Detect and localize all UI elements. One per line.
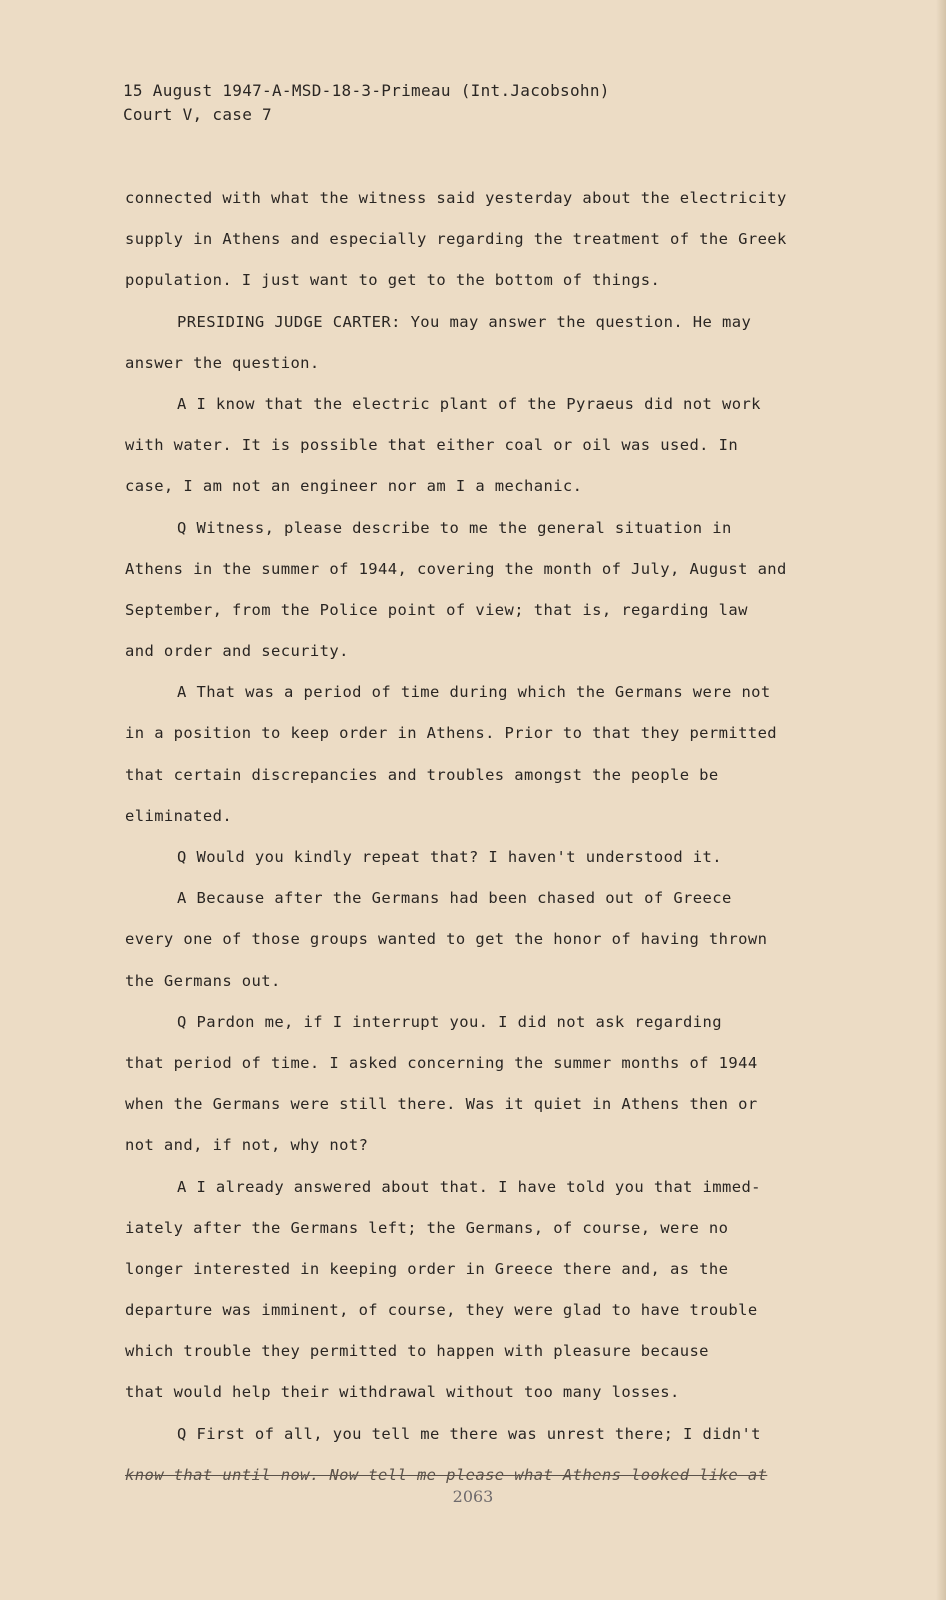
transcript-line: with water. It is possible that either coal or oil was used. In <box>125 436 739 455</box>
transcript-line: every one of those groups wanted to get the honor of having thrown <box>125 930 768 949</box>
transcript-line: that period of time. I asked concerning the summer months of 1944 <box>125 1053 758 1072</box>
transcript-line: and order and security. <box>125 642 349 661</box>
transcript-line: in a position to keep order in Athens. Prior to that they permitted <box>125 724 778 743</box>
transcript-line: Q Pardon me, if I interrupt you. I did not ask regarding <box>177 1012 722 1031</box>
transcript-line: Athens in the summer of 1944, covering the month of July, August and <box>125 559 787 578</box>
header-line-1: 15 August 1947-A-MSD-18-3-Primeau (Int.Jacobsohn) <box>123 81 610 100</box>
transcript-line: September, from the Police point of view; that is, regarding law <box>125 600 748 619</box>
page-edge-shadow <box>936 0 946 1600</box>
transcript-line: population. I just want to get to the bottom of things. <box>125 271 661 290</box>
transcript-line: A I already answered about that. I have told you that immed- <box>177 1177 761 1196</box>
transcript-line: which trouble they permitted to happen with pleasure because <box>125 1342 709 1361</box>
transcript-line: Q First of all, you tell me there was unrest there; I didn't <box>177 1424 761 1443</box>
transcript-line: departure was imminent, of course, they were glad to have trouble <box>125 1301 758 1320</box>
transcript-line: supply in Athens and especially regarding the treatment of the Greek <box>125 230 787 249</box>
transcript-line: PRESIDING JUDGE CARTER: You may answer the question. He may <box>177 312 752 331</box>
transcript-line: Q Would you kindly repeat that? I haven't understood it. <box>177 848 722 866</box>
page-number: 2063 <box>452 1487 494 1506</box>
document-header <box>123 79 610 127</box>
transcript-line: connected with what the witness said yesterday about the electricity <box>125 189 787 207</box>
transcript-line: iately after the Germans left; the Germans, of course, were no <box>125 1218 729 1237</box>
transcript-line: that certain discrepancies and troubles amongst the people be <box>125 765 719 784</box>
transcript-line: A I know that the electric plant of the Pyraeus did not work <box>177 394 761 413</box>
header-line-2: Court V, case 7 <box>123 105 272 124</box>
transcript-line: eliminated. <box>125 806 233 825</box>
transcript-line: when the Germans were still there. Was it quiet in Athens then or <box>125 1095 758 1114</box>
transcript-body <box>125 178 825 1496</box>
transcript-line: know that until now. Now tell me please what Athens looked like at <box>125 1465 768 1484</box>
transcript-line: case, I am not an engineer nor am I a mechanic. <box>125 477 583 496</box>
transcript-line: longer interested in keeping order in Greece there and, as the <box>125 1259 729 1278</box>
transcript-line: answer the question. <box>125 353 320 372</box>
transcript-line: not and, if not, why not? <box>125 1136 369 1155</box>
transcript-line: that would help their withdrawal without too many losses. <box>125 1383 680 1402</box>
transcript-line: Q Witness, please describe to me the general situation in <box>177 518 732 537</box>
transcript-line: A Because after the Germans had been chased out of Greece <box>177 889 732 908</box>
transcript-line: A That was a period of time during which the Germans were not <box>177 683 771 702</box>
transcript-line: the Germans out. <box>125 971 281 990</box>
